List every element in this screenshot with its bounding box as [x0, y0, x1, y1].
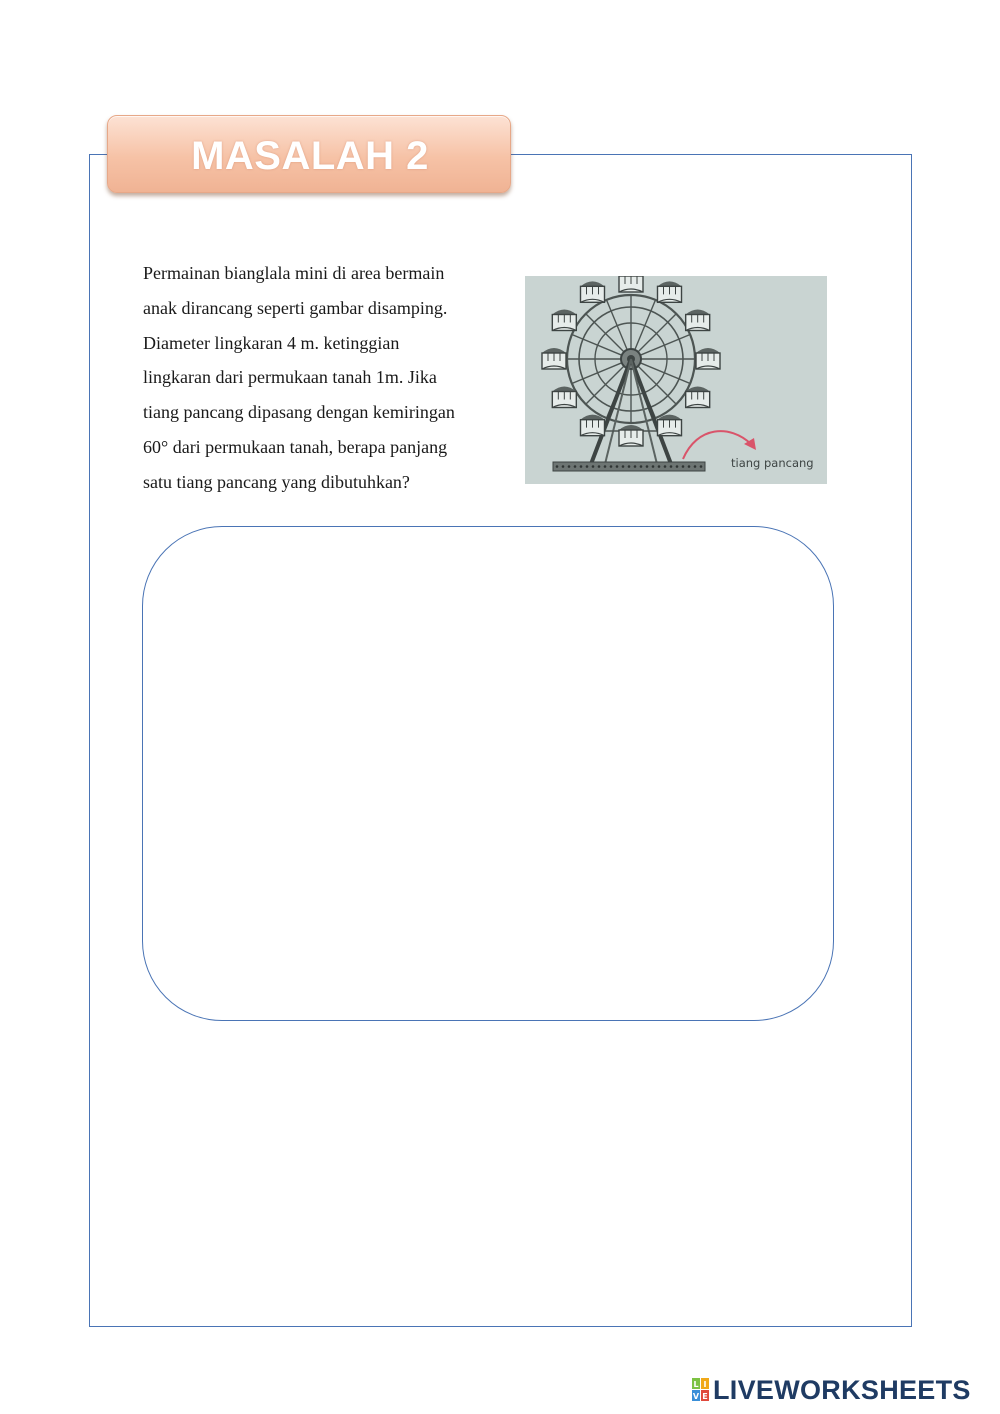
problem-line: Diameter lingkaran 4 m. ketinggian — [143, 332, 400, 353]
svg-text:E: E — [702, 1392, 708, 1401]
problem-line: satu tiang pancang yang dibutuhkan? — [143, 471, 410, 492]
brand-name: LIVEWORKSHEETS — [713, 1374, 971, 1405]
brand-footer — [692, 1373, 971, 1407]
ferris-wheel-figure — [525, 276, 827, 484]
gondola-icon — [658, 415, 682, 436]
gondola-icon — [542, 348, 566, 369]
gondola-icon — [619, 276, 643, 292]
liveworksheets-logo-icon — [692, 1378, 710, 1402]
gondola-icon — [686, 310, 710, 331]
gondola-icon — [552, 310, 576, 331]
gondola-icon — [552, 387, 576, 408]
svg-text:I: I — [703, 1380, 707, 1389]
answer-area[interactable] — [142, 526, 834, 1021]
gondola-icon — [658, 281, 682, 302]
title-banner — [107, 115, 511, 193]
gondola-icon — [686, 387, 710, 408]
problem-line: Permainan bianglala mini di area bermain — [143, 263, 445, 283]
gondola-icon — [581, 281, 605, 302]
problem-line: 60° dari permukaan tanah, berapa panjang — [143, 436, 448, 457]
ferris-wheel-illustration — [525, 276, 827, 484]
svg-text:V: V — [692, 1392, 700, 1401]
figure-annotation: tiang pancang — [731, 456, 814, 470]
gondola-icon — [581, 415, 605, 436]
page-title: MASALAH 2 — [191, 134, 429, 178]
svg-text:L: L — [693, 1380, 699, 1389]
problem-line: anak dirancang seperti gambar disamping. — [143, 297, 448, 318]
problem-line: tiang pancang dipasang dengan kemiringan — [143, 402, 455, 423]
gondola-icon — [619, 425, 643, 446]
problem-line: lingkaran dari permukaan tanah 1m. Jika — [143, 367, 437, 388]
gondola-icon — [696, 348, 720, 369]
problem-statement — [143, 256, 503, 500]
